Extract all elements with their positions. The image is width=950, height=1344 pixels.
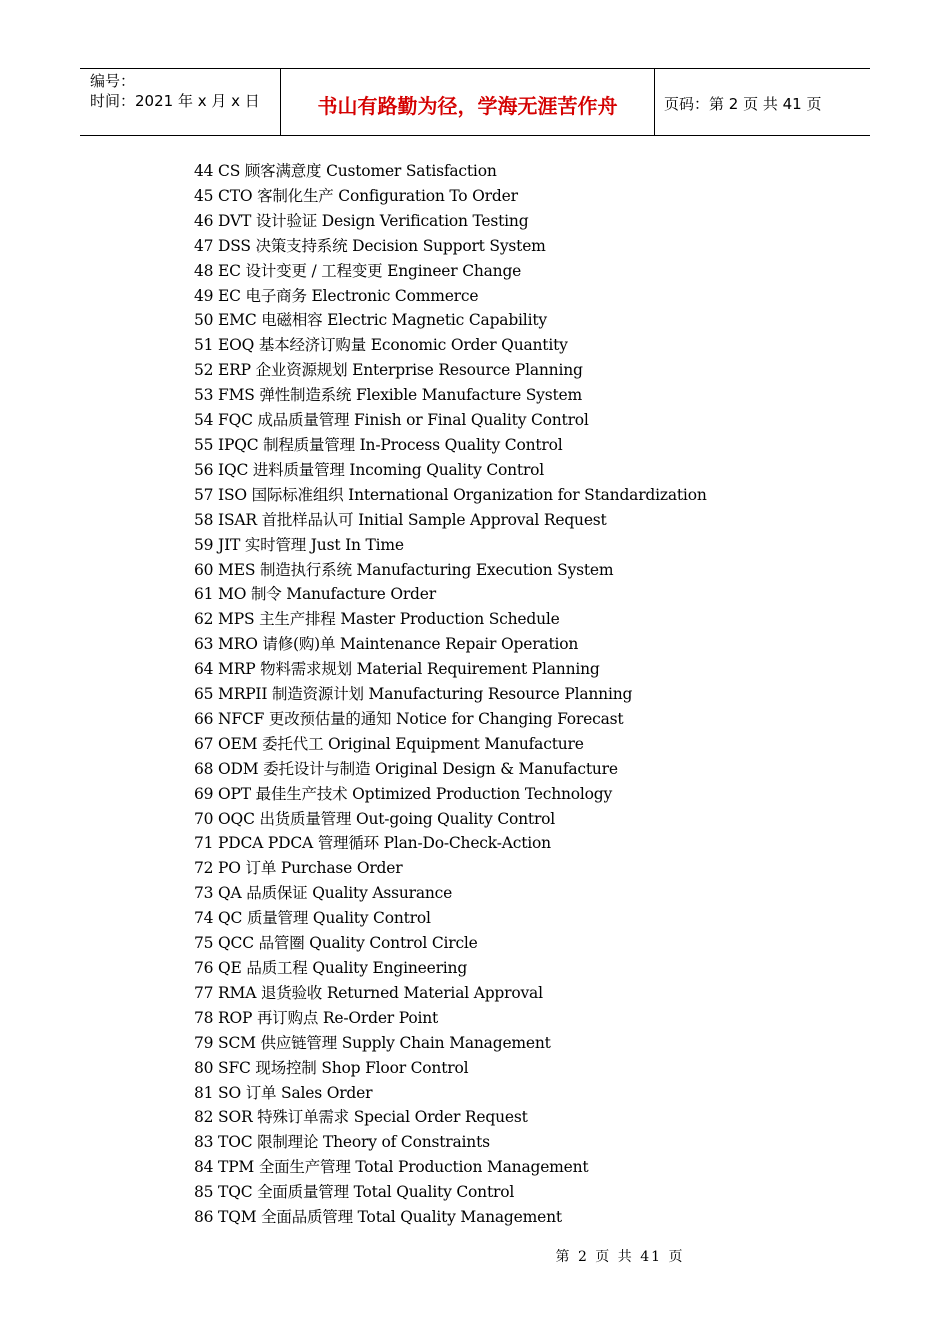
glossary-entry: 53 FMS 弹性制造系统 Flexible Manufacture System <box>194 386 582 405</box>
glossary-entry: 81 SO 订单 Sales Order <box>194 1083 373 1102</box>
glossary-entry: 76 QE 品质工程 Quality Engineering <box>194 959 468 977</box>
glossary-entry: 50 EMC 电磁相容 Electric Magnetic Capability <box>194 311 547 330</box>
header-page-info: 页码：第 2 页 共 41 页 <box>664 94 822 113</box>
glossary-entry: 44 CS 顾客满意度 Customer Satisfaction <box>194 162 497 180</box>
header-meta <box>80 69 281 135</box>
glossary-entry: 65 MRPII 制造资源计划 Manufacturing Resource Planning <box>194 685 633 704</box>
glossary-entry: 55 IPQC 制程质量管理 In-Process Quality Control <box>194 435 563 454</box>
glossary-entry: 85 TQC 全面质量管理 Total Quality Control <box>194 1183 515 1202</box>
glossary-entry: 45 CTO 客制化生产 Configuration To Order <box>194 186 518 205</box>
glossary-entry: 56 IQC 进料质量管理 Incoming Quality Control <box>194 460 545 479</box>
document-number-label: 编号： <box>90 72 136 90</box>
glossary-entry: 59 JIT 实时管理 Just In Time <box>194 535 404 554</box>
glossary-entry: 48 EC 设计变更 / 工程变更 Engineer Change <box>194 261 522 280</box>
glossary-entry: 60 MES 制造执行系统 Manufacturing Execution System <box>194 560 614 579</box>
glossary-entry: 68 ODM 委托设计与制造 Original Design & Manufacture <box>194 759 618 778</box>
glossary-entry: 62 MPS 主生产排程 Master Production Schedule <box>194 610 560 629</box>
glossary-entry: 61 MO 制令 Manufacture Order <box>194 585 436 604</box>
glossary-entry: 58 ISAR 首批样品认可 Initial Sample Approval Request <box>194 510 607 529</box>
document-date: 时间：2021 年 x 月 x 日 <box>90 92 260 110</box>
glossary-entry: 84 TPM 全面生产管理 Total Production Management <box>194 1158 589 1177</box>
glossary-entry: 77 RMA 退货验收 Returned Material Approval <box>194 983 543 1002</box>
glossary-entry: 70 OQC 出货质量管理 Out-going Quality Control <box>194 809 556 828</box>
glossary-entry: 86 TQM 全面品质管理 Total Quality Management <box>194 1208 562 1227</box>
glossary-entry: 82 SOR 特殊订单需求 Special Order Request <box>194 1108 528 1127</box>
glossary-entry: 47 DSS 决策支持系统 Decision Support System <box>194 236 546 255</box>
glossary-entry: 78 ROP 再订购点 Re-Order Point <box>194 1008 439 1027</box>
glossary-entry: 46 DVT 设计验证 Design Verification Testing <box>194 211 529 230</box>
glossary-entry: 51 EOQ 基本经济订购量 Economic Order Quantity <box>194 336 568 355</box>
glossary-entry: 67 OEM 委托代工 Original Equipment Manufacture <box>194 734 584 753</box>
glossary-entry: 57 ISO 国际标准组织 International Organization for Standardization <box>194 485 707 504</box>
glossary-entry: 69 OPT 最佳生产技术 Optimized Production Technology <box>194 784 613 803</box>
glossary-entry: 73 QA 品质保证 Quality Assurance <box>194 884 453 903</box>
page-footer: 第 2 页 共 41 页 <box>555 1249 685 1265</box>
glossary-entry: 71 PDCA PDCA 管理循环 Plan-Do-Check-Action <box>194 834 551 853</box>
glossary-entry: 66 NFCF 更改预估量的通知 Notice for Changing Forecast <box>194 709 624 728</box>
page-header <box>80 68 870 136</box>
glossary-entry: 54 FQC 成品质量管理 Finish or Final Quality Control <box>194 411 589 430</box>
glossary-entry: 75 QCC 品管圈 Quality Control Circle <box>194 934 478 953</box>
glossary-entry: 52 ERP 企业资源规划 Enterprise Resource Planning <box>194 361 583 380</box>
glossary-entry: 83 TOC 限制理论 Theory of Constraints <box>194 1133 490 1152</box>
glossary-entry: 49 EC 电子商务 Electronic Commerce <box>194 286 479 305</box>
glossary-entry: 72 PO 订单 Purchase Order <box>194 859 403 878</box>
glossary-entry: 74 QC 质量管理 Quality Control <box>194 909 431 928</box>
glossary-entry: 79 SCM 供应链管理 Supply Chain Management <box>194 1033 551 1052</box>
glossary-entry: 80 SFC 现场控制 Shop Floor Control <box>194 1058 469 1077</box>
glossary-entry: 64 MRP 物料需求规划 Material Requirement Planning <box>194 660 600 679</box>
header-motto: 书山有路勤为径，学海无涯苦作舟 <box>281 69 655 135</box>
glossary-list <box>194 159 707 1230</box>
glossary-entry: 63 MRO 请修(购)单 Maintenance Repair Operation <box>194 635 579 654</box>
